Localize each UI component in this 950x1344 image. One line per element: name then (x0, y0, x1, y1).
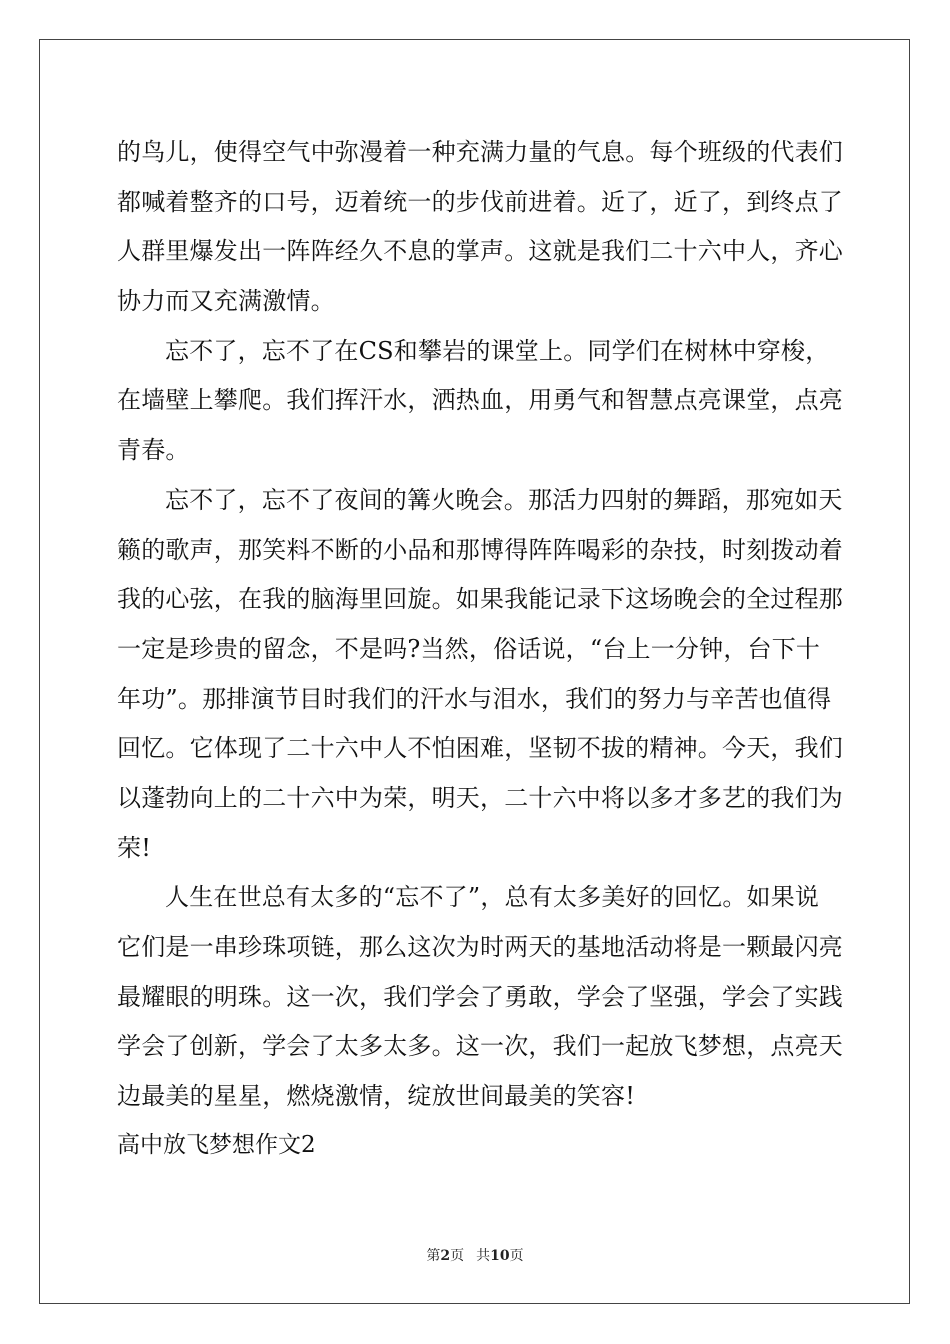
text-line: 都喊着整齐的口号，迈着统一的步伐前进着。近了，近了，到终点了 (117, 187, 843, 216)
text-line: 的鸟儿，使得空气中弥漫着一种充满力量的气息。每个班级的代表们 (117, 138, 843, 166)
text-line: 学会了创新，学会了太多太多。这一次，我们一起放飞梦想，点亮天 (117, 1032, 843, 1061)
text-line: 人群里爆发出一阵阵经久不息的掌声。这就是我们二十六中人，齐心 (117, 237, 843, 266)
text-line: 边最美的星星，燃烧激情，绽放世间最美的笑容! (117, 1082, 636, 1111)
text-line: 最耀眼的明珠。这一次，我们学会了勇敢，学会了坚强，学会了实践 (117, 982, 843, 1011)
total-pages-indicator: 共10页 (476, 1248, 524, 1264)
text-line: 一定是珍贵的留念，不是吗?当然，俗话说，“台上一分钟，台下十 (117, 634, 821, 663)
paragraph-start-line: 人生在世总有太多的“忘不了”，总有太多美好的回忆。如果说 (165, 883, 820, 912)
text-line: 我的心弦，在我的脑海里回旋。如果我能记录下这场晚会的全过程那 (117, 585, 843, 614)
text-line: 年功”。那排演节目时我们的汗水与泪水，我们的努力与辛苦也值得 (117, 684, 832, 713)
page-footer (0, 1245, 950, 1265)
section-heading: 高中放飞梦想作文2 (117, 1131, 316, 1158)
text-line: 荣! (117, 833, 152, 862)
paragraph-start-line: 忘不了，忘不了夜间的篝火晚会。那活力四射的舞蹈，那宛如天 (165, 485, 843, 514)
total-page-count: 10 (490, 1248, 510, 1264)
text-line: 协力而又充满激情。 (117, 287, 335, 316)
page-indicator: 第2页 (426, 1248, 465, 1264)
text-line: 它们是一串珍珠项链，那么这次为时两天的基地活动将是一颗最闪亮 (117, 933, 843, 961)
text-line: 回忆。它体现了二十六中人不怕困难，坚韧不拔的精神。今天，我们 (117, 734, 843, 763)
current-page-number: 2 (440, 1248, 451, 1264)
document-body (117, 128, 843, 1168)
text-line: 以蓬勃向上的二十六中为荣，明天，二十六中将以多才多艺的我们为 (117, 783, 843, 812)
text-line: 籁的歌声，那笑料不断的小品和那博得阵阵喝彩的杂技，时刻拨动着 (117, 535, 843, 564)
paragraph-start-line: 忘不了，忘不了在CS和攀岩的课堂上。同学们在树林中穿梭， (165, 336, 830, 365)
text-line: 在墙壁上攀爬。我们挥汗水，洒热血，用勇气和智慧点亮课堂，点亮 (117, 386, 843, 415)
text-line: 青春。 (117, 436, 190, 465)
